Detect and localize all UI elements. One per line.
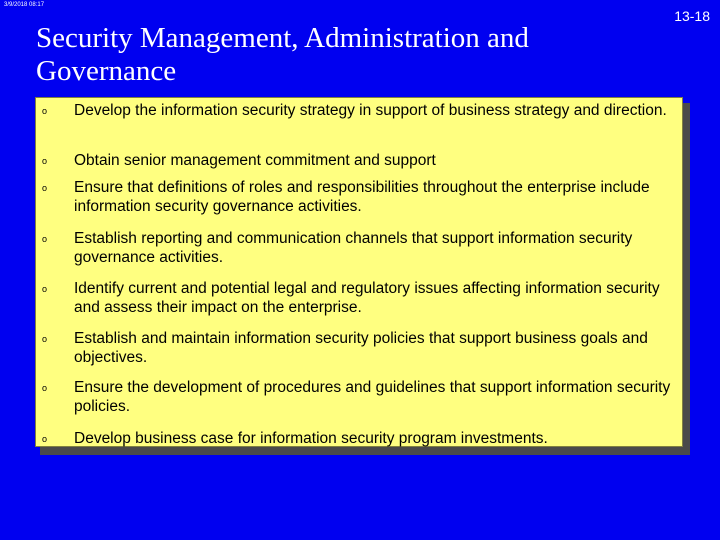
slide-number: 13-18	[674, 8, 710, 24]
bullet-icon: o	[42, 383, 48, 393]
bullet-item	[36, 429, 682, 448]
bullet-text: Establish reporting and communication channels that support information security governance activities.	[74, 230, 633, 266]
bullet-icon: o	[42, 284, 48, 294]
bullet-item	[36, 378, 682, 416]
bullet-text: Develop business case for information security program investments.	[74, 430, 548, 447]
bullet-item	[36, 279, 682, 317]
bullet-icon: o	[42, 234, 48, 244]
bullet-item	[36, 229, 682, 267]
bullet-text: Ensure that definitions of roles and responsibilities throughout the enterprise include information security governance activities.	[74, 179, 650, 215]
bullet-icon: o	[42, 183, 48, 193]
content-box	[35, 97, 683, 447]
bullet-icon: o	[42, 156, 48, 166]
bullet-text: Obtain senior management commitment and support	[74, 152, 436, 169]
bullet-item	[36, 101, 682, 120]
bullet-item	[36, 178, 682, 216]
bullet-icon: o	[42, 334, 48, 344]
slide-title: Security Management, Administration and Governance	[36, 22, 529, 87]
timestamp: 3/9/2018 08:17	[4, 2, 45, 8]
bullet-text: Identify current and potential legal and regulatory issues affecting information security and assess their impact on the enterprise.	[74, 280, 660, 316]
bullet-icon: o	[42, 434, 48, 444]
bullet-icon: o	[42, 106, 48, 116]
bullet-text: Establish and maintain information security policies that support business goals and objectives.	[74, 330, 648, 366]
bullet-item	[36, 329, 682, 367]
bullet-text: Develop the information security strategy in support of business strategy and direction.	[74, 102, 667, 119]
bullet-item	[36, 151, 682, 170]
bullet-text: Ensure the development of procedures and guidelines that support information security policies.	[74, 379, 671, 415]
